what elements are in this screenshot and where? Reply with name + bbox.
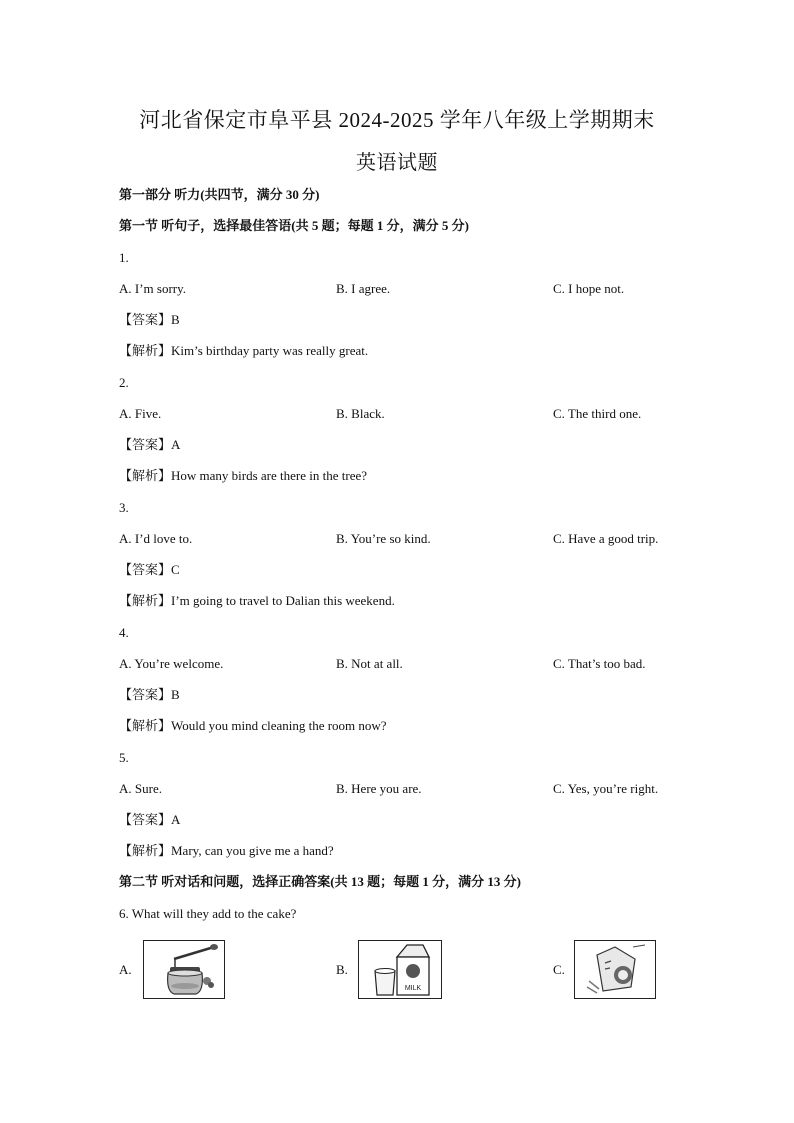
question-number: 2. <box>119 375 129 390</box>
image-option-b <box>336 940 456 1000</box>
answer-line: 【答案】B <box>119 687 180 702</box>
option-b: B. Not at all. <box>336 656 403 671</box>
honey-jar-icon <box>143 940 225 999</box>
option-c: C. Have a good trip. <box>553 531 659 546</box>
image-option-c <box>553 940 673 1000</box>
section-heading: 第二节 听对话和问题，选择正确答案(共 13 题；每题 1 分，满分 13 分) <box>119 874 521 889</box>
document-title: 河北省保定市阜平县 2024-2025 学年八年级上学期期末 <box>139 108 655 132</box>
analysis-line: 【解析】I’m going to travel to Dalian this weekend. <box>119 593 395 608</box>
salt-bag-icon <box>574 940 656 999</box>
option-b: B. You’re so kind. <box>336 531 431 546</box>
analysis-line: 【解析】Would you mind cleaning the room now? <box>119 718 387 733</box>
option-c: C. The third one. <box>553 406 642 421</box>
analysis-line: 【解析】Mary, can you give me a hand? <box>119 843 334 858</box>
option-c: C. I hope not. <box>553 281 625 296</box>
option-b: B. Here you are. <box>336 781 422 796</box>
option-a: A. Five. <box>119 406 162 421</box>
question-number: 3. <box>119 500 129 515</box>
option-label: C. <box>553 962 565 977</box>
option-b: B. Black. <box>336 406 385 421</box>
milk-carton-icon <box>358 940 442 999</box>
question-number: 4. <box>119 625 129 640</box>
answer-line: 【答案】B <box>119 312 180 327</box>
option-c: C. Yes, you’re right. <box>553 781 659 796</box>
option-a: A. You’re welcome. <box>119 656 224 671</box>
option-label: B. <box>336 962 348 977</box>
answer-line: 【答案】A <box>119 437 181 452</box>
section-heading: 第一节 听句子，选择最佳答语(共 5 题；每题 1 分，满分 5 分) <box>119 218 469 233</box>
option-b: B. I agree. <box>336 281 391 296</box>
image-option-a <box>119 940 239 1000</box>
option-a: A. Sure. <box>119 781 162 796</box>
question-number: 5. <box>119 750 129 765</box>
answer-line: 【答案】A <box>119 812 181 827</box>
option-a: A. I’m sorry. <box>119 281 187 296</box>
question-number: 1. <box>119 250 129 265</box>
analysis-line: 【解析】Kim’s birthday party was really great. <box>119 343 369 358</box>
question-text: 6. What will they add to the cake? <box>119 906 297 921</box>
option-c: C. That’s too bad. <box>553 656 646 671</box>
option-a: A. I’d love to. <box>119 531 193 546</box>
option-label: A. <box>119 962 132 977</box>
analysis-line: 【解析】How many birds are there in the tree? <box>119 468 368 483</box>
answer-line: 【答案】C <box>119 562 180 577</box>
document-subtitle: 英语试题 <box>356 152 438 174</box>
part-heading: 第一部分 听力(共四节，满分 30 分) <box>119 187 320 202</box>
milk-label: MILK <box>404 985 422 992</box>
